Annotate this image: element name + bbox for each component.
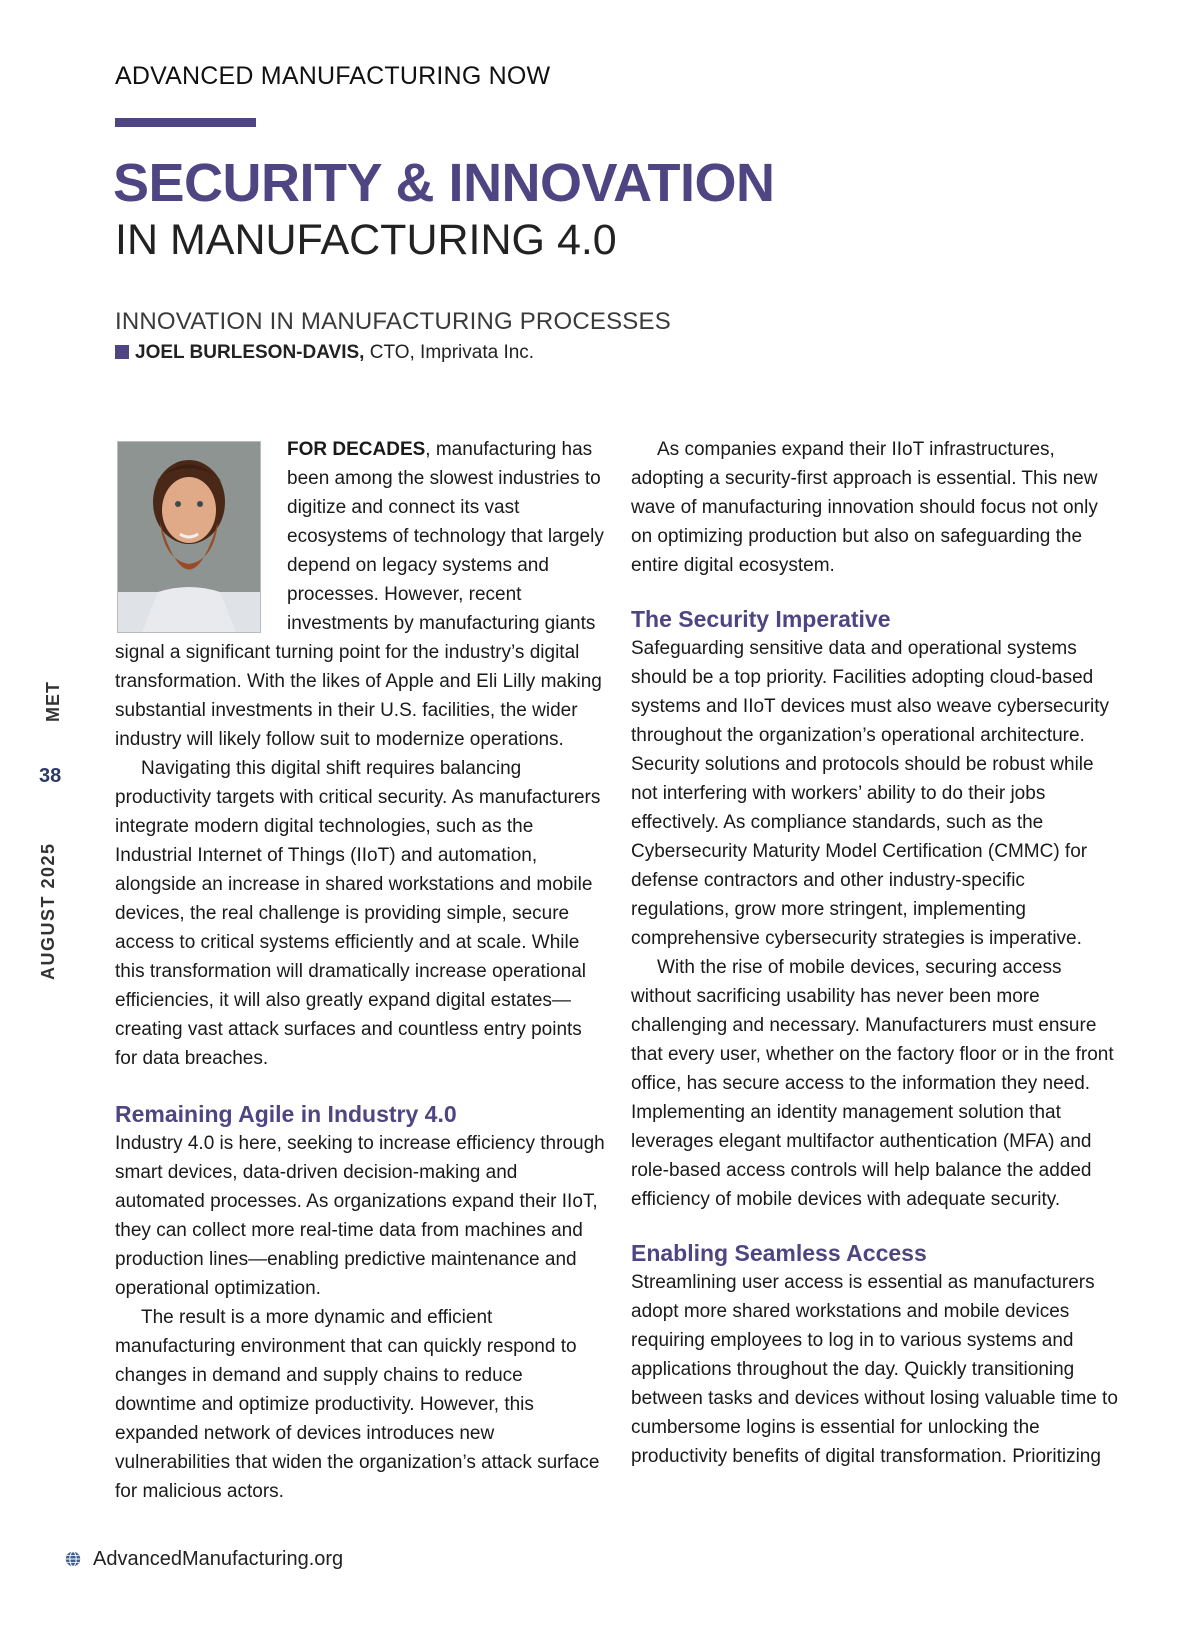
paragraph: Safeguarding sensitive data and operational systems should be a top priority. Facilities adopting cloud-based systems and IIoT devices must also weave cybersecurity throughout the organization’s operational architecture. Security solutions and protocols should be robust while not interfering with workers’ ability to do their jobs effectively. As compliance standards, such as the Cybersecurity Maturity Model Certification (CMMC) for defense contractors and other industry-specific regulations, grow more stringent, implementing comprehensive cybersecurity strategies is imperative. <box>631 638 1110 949</box>
author-photo <box>117 441 261 633</box>
paragraph: The result is a more dynamic and efficient manufacturing environment that can quickly respond to changes in demand and supply chains to reduce downtime and optimize productivity. However, this expanded network of devices introduces new vulnerabilities that widen the organization’s attack surface for malicious actors. <box>115 1307 600 1502</box>
footer <box>65 1548 343 1571</box>
paragraph: FOR DECADES , manufacturing has been among the slowest industries to digitize and connect its vast ecosystems of technology that largely depend on legacy systems and processes. However, recent investments by manufacturing giants signal a significant turning point for the industry’s digital transformation. With the likes of Apple and Eli Lilly making substantial investments in their U.S. facilities, the wider industry will likely follow suit to modernize operations. <box>115 439 604 750</box>
website-link[interactable]: AdvancedManufacturing.org <box>93 1548 344 1570</box>
sidebar-publication: MET <box>43 681 63 722</box>
page-number: 38 <box>39 765 62 787</box>
article-column-left <box>115 435 605 1506</box>
article-subheadline: IN MANUFACTURING 4.0 <box>115 216 617 264</box>
lead-in: FOR DECADES <box>287 439 426 460</box>
subheading-security-imperative: The Security Imperative <box>631 606 891 632</box>
section-kicker: ADVANCED MANUFACTURING NOW <box>115 62 551 90</box>
subheading-remaining-agile: Remaining Agile in Industry 4.0 <box>115 1101 457 1127</box>
subheading-seamless-access: Enabling Seamless Access <box>631 1240 927 1266</box>
kicker-divider <box>115 118 256 127</box>
byline-role: CTO, Imprivata Inc. <box>364 342 535 363</box>
byline-author: JOEL BURLESON-DAVIS, <box>135 342 365 363</box>
globe-icon <box>65 1550 81 1566</box>
paragraph: With the rise of mobile devices, securing access without sacrificing usability has never been more challenging and necessary. Manufacturers must ensure that every user, whether on the factory floor or in the front office, has secure access to the information they need. Implementing an identity management solution that leverages elegant multifactor authentication (MFA) and role-based access controls will help balance the added efficiency of mobile devices with adequate security. <box>631 957 1114 1210</box>
section-label: INNOVATION IN MANUFACTURING PROCESSES <box>115 308 671 335</box>
sidebar-issue-date: AUGUST 2025 <box>38 842 58 980</box>
paragraph: Navigating this digital shift requires balancing productivity targets with critical security. As manufacturers integrate modern digital technologies, such as the Industrial Internet of Things (IIoT) and automation, alongside an increase in shared workstations and mobile devices, the real challenge is providing simple, secure access to critical systems efficiently and at scale. While this transformation will dramatically increase operational efficiencies, it will also greatly expand digital estates—creating vast attack surfaces and countless entry points for data breaches. <box>115 758 601 1069</box>
article-column-right <box>631 435 1119 1471</box>
byline <box>115 342 534 364</box>
paragraph: Streamlining user access is essential as manufacturers adopt more shared workstations and mobile devices requiring employees to log in to various systems and applications throughout the day. Quickly transitioning between tasks and devices without losing valuable time to cumbersome logins is essential for unlocking the productivity benefits of digital transformation. Prioritizing <box>631 1272 1118 1467</box>
paragraph: As companies expand their IIoT infrastructures, adopting a security-first approach is essential. This new wave of manufacturing innovation should focus not only on optimizing production but also on safeguarding the entire digital ecosystem. <box>631 439 1098 576</box>
byline-square-icon <box>115 345 129 359</box>
article-headline: SECURITY & INNOVATION <box>113 153 775 213</box>
paragraph: Industry 4.0 is here, seeking to increase efficiency through smart devices, data-driven decision-making and automated processes. As organizations expand their IIoT, they can collect more real-time data from machines and production lines—enabling predictive maintenance and operational optimization. <box>115 1133 605 1299</box>
